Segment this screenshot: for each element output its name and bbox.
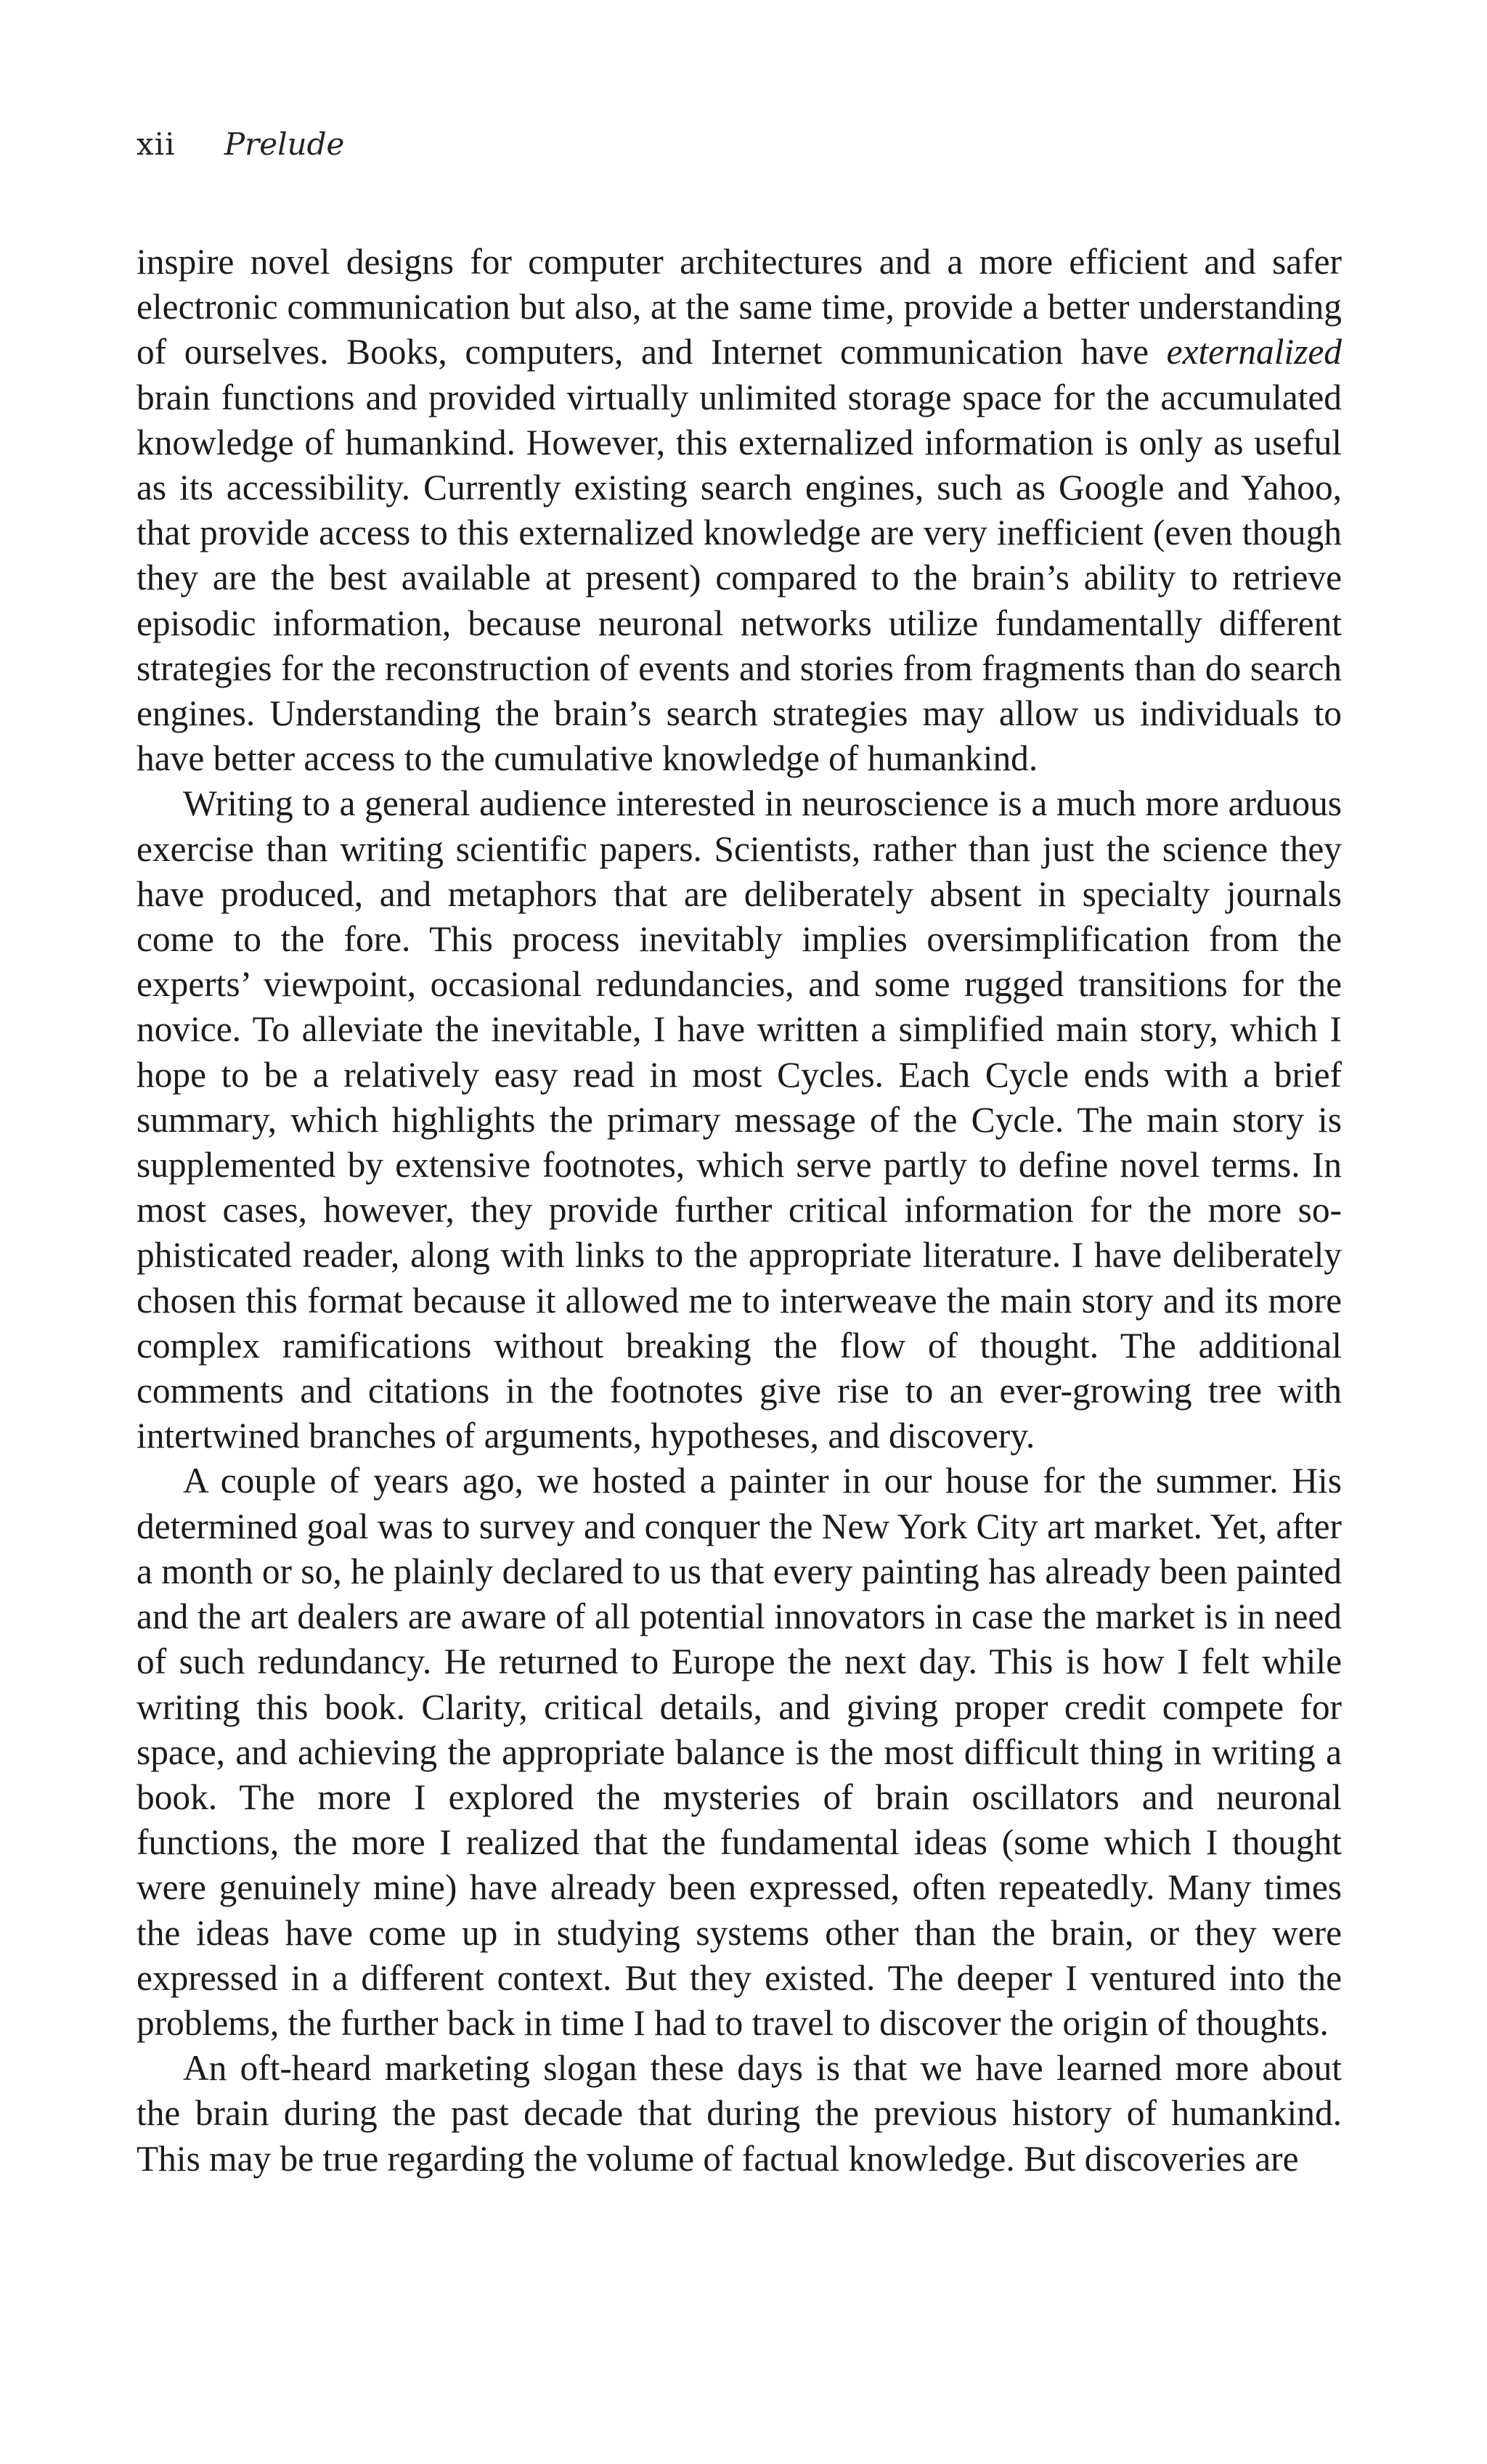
page-number: xii <box>137 126 176 162</box>
paragraph-1-italic-term: externalized <box>1166 332 1342 372</box>
running-head <box>137 126 345 162</box>
paragraph-1-part-3: brain functions and provided virtually unlimited storage space for the accumulated knowledge of humankind. However, this externalized information is only as useful as its accessibility. Currently existing search engines, such as Google and Yahoo, that provide access to this externalized knowledge are very inefficient (even though they are the best available at present) compared to the brain’s ability to retrieve episodic information, because neuronal networks utilize fundamentally different strategies for the reconstruction of events and stories from fragments than do search engines. Understanding the brain’s search strategies may allow us individuals to have better access to the cumulative knowledge of humankind. <box>137 377 1342 779</box>
paragraph-2: Writing to a general audience interested in neuroscience is a much more arduous exercise than writing scientific papers. Scientists, rather than just the science they have produced, and metaphors that are deliberately absent in specialty journals come to the fore. This process inevitably implies oversimplification from the experts’ viewpoint, occasional redundancies, and some rugged transitions for the novice. To alleviate the inevitable, I have written a simplified main story, which I hope to be a relatively easy read in most Cycles. Each Cycle ends with a brief summary, which highlights the primary message of the Cycle. The main story is supplemented by extensive footnotes, which serve partly to define novel terms. In most cases, however, they provide further critical information for the more sophisticated reader, along with links to the appropriate literature. I have deliberately chosen this format because it allowed me to interweave the main story and its more complex ramifications without breaking the flow of thought. The additional comments and citations in the footnotes give rise to an ever-growing tree with intertwined branches of arguments, hypotheses, and discovery. <box>137 783 1342 1456</box>
paragraph-4: An oft-heard marketing slogan these days is that we have learned more about the brain during the past decade that during the previous history of humankind. This may be true regarding the volume of factual knowledge. But discoveries are <box>137 2048 1342 2179</box>
paragraph-3: A couple of years ago, we hosted a painter in our house for the summer. His determined goal was to survey and conquer the New York City art market. Yet, after a month or so, he plainly declared to us that every painting has already been painted and the art dealers are aware of all potential innovators in case the market is in need of such redundancy. He returned to Europe the next day. This is how I felt while writing this book. Clarity, critical details, and giving proper credit compete for space, and achieving the appropriate balance is the most difficult thing in writing a book. The more I explored the mysteries of brain oscillators and neuronal functions, the more I realized that the fundamental ideas (some which I thought were genuinely mine) have already been expressed, often repeatedly. Many times the ideas have come up in studying systems other than the brain, or they were expressed in a different context. But they existed. The deeper I ventured into the problems, the further back in time I had to travel to discover the origin of thoughts. <box>137 1461 1342 2043</box>
running-head-title: Prelude <box>224 126 345 162</box>
body-text <box>137 240 1342 2182</box>
paragraph-1-part-1: inspire novel designs for computer architectures and a more efficient and safer electronic communication but also, at the same time, provide a better understanding of ourselves. Books, computers, and Internet communication have <box>137 242 1342 372</box>
paragraph-1 <box>137 240 1342 781</box>
